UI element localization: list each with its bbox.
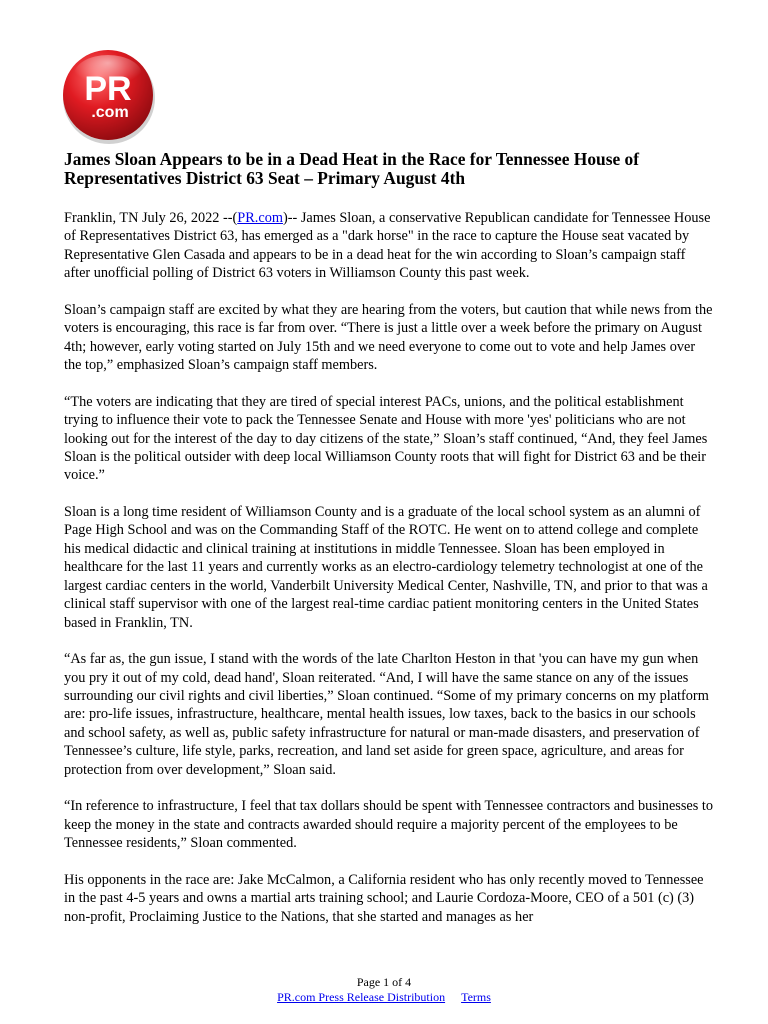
page-number: Page 1 of 4 — [356, 975, 412, 989]
article-body — [64, 209, 714, 944]
pr-com-inline-link[interactable]: PR.com — [237, 210, 283, 226]
dateline-paragraph — [64, 209, 714, 283]
body-paragraph: Sloan’s campaign staff are excited by what they are hearing from the voters, but caution that while news from the voters is encouraging, this race is far from over. “There is just a little over a week before the primary on August 4th; however, early voting started on July 15th and we need everyone to come out to vote and help James over the top,” emphasized Sloan’s campaign staff members. — [64, 301, 713, 374]
press-release-headline: James Sloan Appears to be in a Dead Heat in the Race for Tennessee House of Representatives District 63 Seat – Primary August 4th — [64, 149, 640, 188]
pr-com-logo-icon — [60, 47, 158, 145]
logo-main-text: PR — [84, 70, 132, 108]
page-footer — [0, 975, 768, 1005]
pr-com-logo[interactable] — [60, 47, 158, 145]
body-paragraph: Sloan is a long time resident of Williamson County and is a graduate of the local school system as an alumni of Page High School and was on the Commanding Staff of the ROTC. He went on to attend college and complete his medical didactic and clinical training at institutions in middle Tennessee. Sloan has been employed in healthcare for the last 11 years and currently works as an electro-cardiology telemetry technologist at one of the largest cardiac centers in the world, Vanderbilt University Medical Center, Nashville, TN, and prior to that was a clinical staff supervisor with one of the largest real-time cardiac patient monitoring centers in the United States based in Franklin, TN. — [64, 503, 708, 631]
terms-link[interactable]: Terms — [461, 990, 491, 1004]
dateline-text: )-- James Sloan, a conservative Republican candidate for Tennessee House of Representatives District 63, has emerged as a "dark horse" in the race to capture the House seat vacated by Representative Glen Casada and appears to be in a dead heat for the win according to Sloan’s campaign staff after unofficial polling of District 63 voters in Williamson County this past week. — [64, 210, 711, 282]
body-paragraph: “In reference to infrastructure, I feel that tax dollars should be spent with Tennessee contractors and businesses to keep the money in the state and contracts awarded should require a majority percent of the employees to be Tennessee residents,” Sloan commented. — [64, 798, 714, 852]
body-paragraph: “The voters are indicating that they are tired of special interest PACs, unions, and the political establishment trying to influence their vote to pack the Tennessee Senate and House with more 'yes' politicians who are not looking out for the interest of the day to day citizens of the state,” Sloan’s staff continued, “And, they feel James Sloan is the political outsider with deep local Williamson County roots that will fight for District 63 and be their voice.” — [64, 393, 708, 484]
distribution-link[interactable]: PR.com Press Release Distribution — [277, 990, 446, 1004]
logo-sub-text: .com — [91, 104, 129, 121]
body-paragraph: His opponents in the race are: Jake McCalmon, a California resident who has only recently moved to Tennessee in the past 4-5 years and owns a martial arts training school; and Laurie Cordoza-Moore, CEO of a 501 (c) (3) non-profit, Proclaiming Justice to the Nations, that she started and manages as her — [64, 871, 704, 925]
footer-links — [0, 990, 768, 1005]
body-paragraph: “As far as, the gun issue, I stand with the words of the late Charlton Heston in that 'you can have my gun when you pry it out of my cold, dead hand', Sloan reiterated. “And, I will have the same stance on any of the issues surrounding our civil rights and civil liberties,” Sloan continued. “Some of my primary concerns on my platform are: pro-life issues, infrastructure, healthcare, mental health issues, low taxes, back to the basics in our schools and school safety, as well as, public safety infrastructure for natural or man-made disasters, and preservation of Tennessee’s culture, life style, parks, recreation, and land set aside for green space, agriculture, and areas for protection from over development,” Sloan said. — [64, 651, 709, 778]
dateline-prefix: Franklin, TN July 26, 2022 --( — [64, 210, 238, 226]
